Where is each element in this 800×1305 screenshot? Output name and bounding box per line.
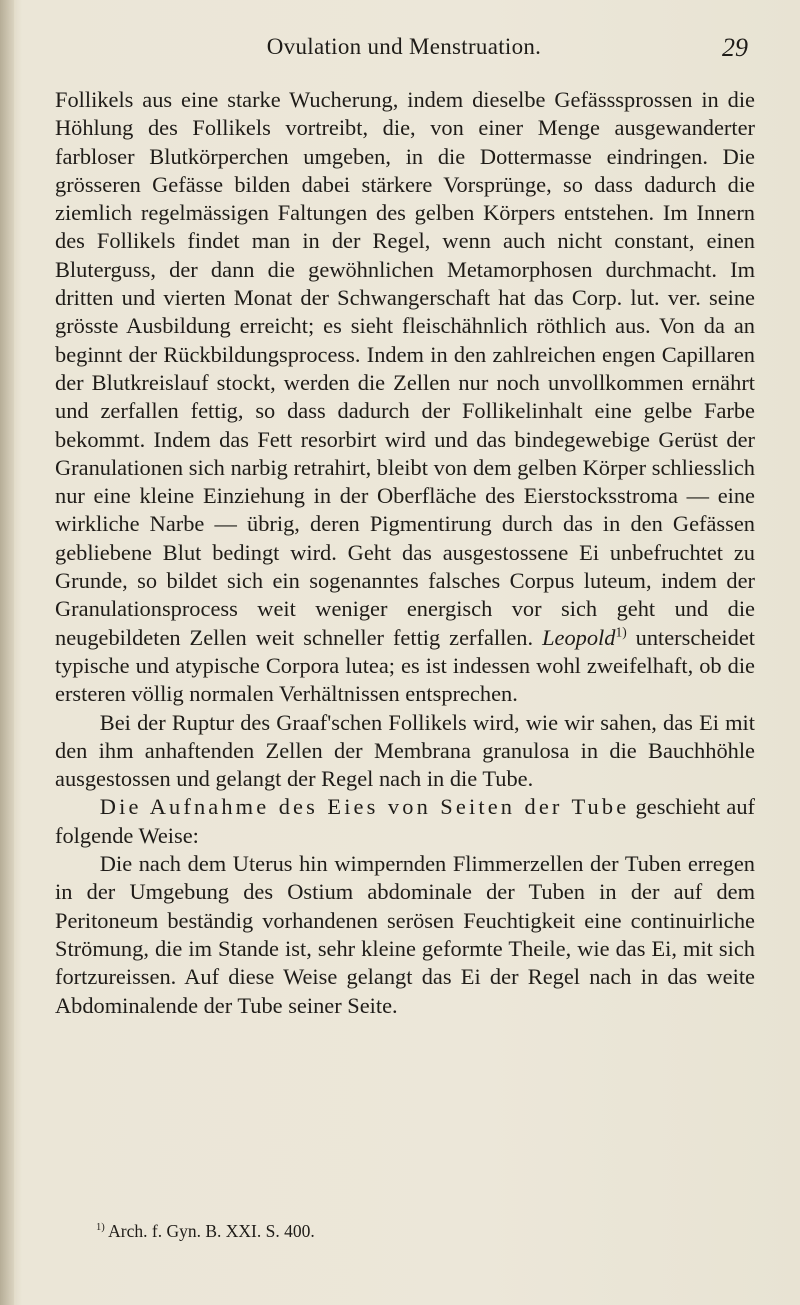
paragraph-3 (55, 793, 755, 850)
author-reference: Leopold (542, 624, 616, 650)
paragraph-2: Bei der Ruptur des Graaf'schen Follikels wird, wie wir sahen, das Ei mit den ihm anhaftenden Zellen der Membrana granulosa in die Bauchhöhle ausgestossen und gelangt der Regel nach in die Tube. (55, 709, 755, 792)
footnote-text: Arch. f. Gyn. B. XXI. S. 400. (104, 1221, 315, 1241)
paragraph-3-text: geschieht auf folgende Weise: (55, 794, 755, 848)
paragraph-1 (55, 86, 755, 709)
footnote-mark: 1) (96, 1222, 105, 1234)
body-text (55, 86, 755, 1020)
footnote (96, 1221, 315, 1242)
header-title: Ovulation und Menstruation. (266, 34, 542, 59)
paragraph-1-text: Follikels aus eine starke Wucherung, indem dieselbe Gefässsprossen in die Höhlung des Follikels vortreibt, die, von einer Menge ausgewanderter farbloser Blutkörperchen umgeben, in die Dottermasse eindringen. Die grösseren Gefässe bilden dabei stärkere Vorsprünge, so dass dadurch die ziemlich regelmässigen Faltungen des gelben Körpers entstehen. Im Innern des Follikels findet man in der Regel, wenn auch nicht constant, einen Bluterguss, der dann die gewöhnlichen Metamorphosen durchmacht. Im dritten und vierten Monat der Schwangerschaft hat das Corp. lut. ver. seine grösste Ausbildung erreicht; es sieht fleischähnlich röthlich aus. Von da an beginnt der Rückbildungsprocess. Indem in den zahlreichen engen Capillaren der Blutkreislauf stockt, werden die Zellen nur noch unvollkommen ernährt und zerfallen fettig, so dass dadurch der Follikelinhalt eine gelbe Farbe bekommt. Indem das Fett resorbirt wird und das bindegewebige Gerüst der Granulationen sich narbig retrahirt, bleibt von dem gelben Körper schliesslich nur eine kleine Einziehung in der Oberfläche des Eierstocksstroma — eine wirkliche Narbe — übrig, deren Pigmentirung durch das in den Gefässen gebliebene Blut bedingt wird. Geht das ausgestossene Ei unbefruchtet zu Grunde, so bildet sich ein sogenanntes falsches Corpus luteum, indem der Granulationsprocess weit weniger energisch vor sich geht und die neugebildeten Zellen weit schneller fettig zerfallen. (55, 87, 755, 650)
footnote-reference: 1) (615, 624, 627, 640)
page-number: 29 (722, 33, 748, 62)
paragraph-4: Die nach dem Uterus hin wimpernden Flimmerzellen der Tuben erregen in der Umgebung des Ostium abdominale der Tuben in der auf dem Peritoneum beständig vorhandenen serösen Feuchtigkeit eine continuirliche Strömung, die im Stande ist, sehr kleine geformte Theile, wie das Ei, mit sich fortzureissen. Auf diese Weise gelangt das Ei der Regel nach in das weite Abdominalende der Tube seiner Seite. (55, 851, 755, 1018)
section-lead: Die Aufnahme des Eies von Seiten der Tube (99, 794, 630, 820)
running-header (60, 34, 748, 64)
binding-shadow (0, 0, 14, 1305)
paragraph-1-text-continued: unterscheidet typische und atypische Corpora lutea; es ist indessen wohl zweifelhaft, ob die ersteren völlig normalen Verhältnissen entsprechen. (55, 624, 755, 707)
